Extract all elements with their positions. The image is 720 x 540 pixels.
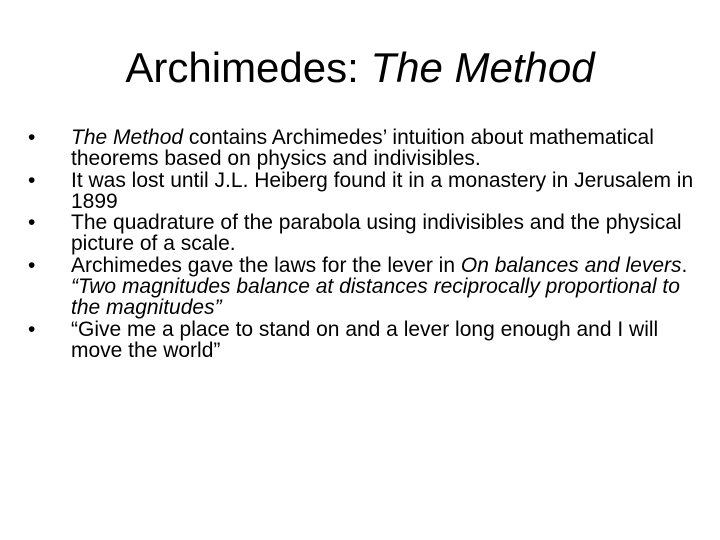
bullet-text: contains Archimedes’ intuition about mathematical theorems based on physics and indivisibles.	[71, 126, 654, 171]
bullet-item-quadrature	[28, 212, 708, 255]
bullet-dot: •	[28, 211, 36, 235]
bullet-item-lever-laws	[28, 255, 708, 319]
bullet-tail-punct: .	[681, 253, 688, 277]
bullet-text: “Give me a place to stand on and a lever long enough and I will move the world”	[71, 317, 659, 362]
bullet-italic-tail: On balances and levers	[460, 253, 682, 277]
slide-title	[0, 42, 720, 94]
bullet-dot: •	[28, 253, 36, 277]
bullet-text: The quadrature of the parabola using indivisibles and the physical picture of a scale.	[71, 211, 682, 256]
bullet-text: It was lost until J.L. Heiberg found it in a monastery in Jerusalem in 1899	[71, 168, 694, 213]
bullet-item-give-me-a-place	[28, 319, 708, 362]
bullet-list	[28, 127, 708, 361]
bullet-quote: “Two magnitudes balance at distances reciprocally proportional to the magnitudes”	[71, 275, 680, 320]
bullet-item-method	[28, 127, 708, 170]
bullet-item-heiberg	[28, 170, 708, 213]
bullet-dot: •	[28, 126, 36, 149]
bullet-dot: •	[28, 317, 36, 341]
title-italic: The Method	[370, 44, 595, 91]
bullet-text: Archimedes gave the laws for the lever in	[71, 253, 461, 277]
bullet-italic-lead: The Method	[71, 126, 184, 149]
title-prefix: Archimedes:	[125, 44, 371, 91]
bullet-dot: •	[28, 168, 36, 192]
